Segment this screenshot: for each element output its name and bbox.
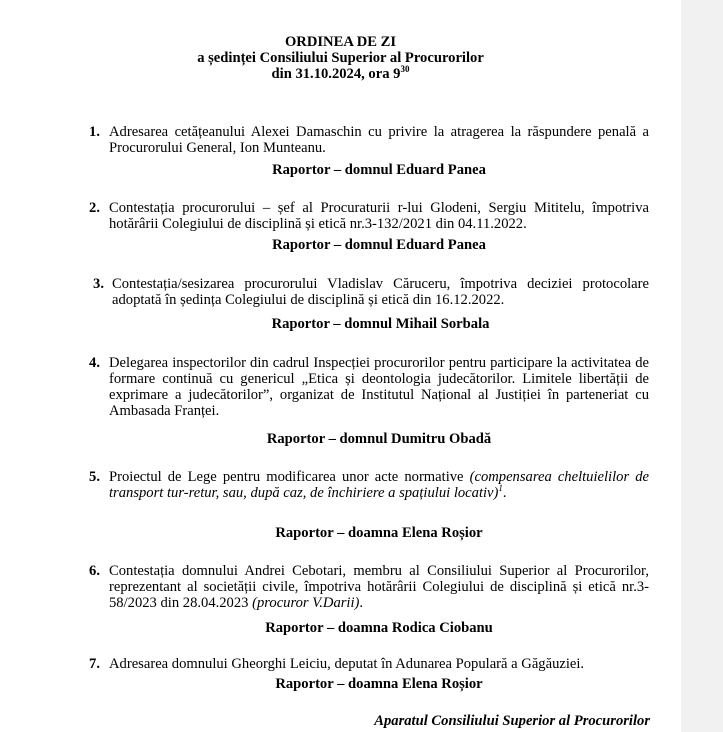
item-number: 3. xyxy=(93,276,104,292)
item-text: Contestația procurorului – șef al Procuraturii r-lui Glodeni, Sergiu Mititelu, împotriva hotărârii Colegiului de disciplină și etică nr.3-132/2021 din 04.11.2022. xyxy=(109,200,649,232)
item-reporter: Raportor – doamna Elena Roșior xyxy=(275,676,483,692)
document-signature: Aparatul Consiliului Superior al Procurorilor xyxy=(374,713,650,729)
item-number: 1. xyxy=(89,124,100,140)
page-title: ORDINEA DE ZI xyxy=(284,34,397,50)
item-text-italic: (procuror V.Darii) xyxy=(252,595,360,611)
item-text: Adresarea cetățeanului Alexei Damaschin cu privire la atragerea la răspundere penală a Procurorului General, Ion Munteanu. xyxy=(109,124,649,156)
meeting-time-minutes: 30 xyxy=(400,64,410,74)
item-text-main: Proiectul de Lege pentru modificarea unor acte normative xyxy=(109,469,470,485)
item-number: 2. xyxy=(89,200,100,216)
meeting-date-text: din 31.10.2024, ora 9 xyxy=(271,66,401,82)
item-text-tail: . xyxy=(359,595,364,611)
item-reporter: Raportor – domnul Eduard Panea xyxy=(272,162,486,178)
item-text-main: Contestația domnului Andrei Cebotari, membru al Consiliului Superior al Procurorilor, reprezentant al societății civile, împotriva hotărârii Colegiului de disciplină și etică nr.3-58/2023 din 28.04.2023 xyxy=(109,563,649,611)
item-text xyxy=(109,563,649,611)
item-text: Delegarea inspectorilor din cadrul Inspecției procurorilor pentru participare la activitatea de formare continuă cu genericul „Etica și deontologia judecătorilor. Limitele libertății de exprimare a judecătorilor”, organizat de Institutul Național al Justiției în parteneriat cu Ambasada Franței. xyxy=(109,355,649,419)
item-reporter: Raportor – domnul Dumitru Obadă xyxy=(266,431,492,447)
item-number: 6. xyxy=(89,563,100,579)
item-reporter: Raportor – doamna Elena Roșior xyxy=(275,525,483,541)
meeting-date xyxy=(0,66,681,82)
item-reporter: Raportor – domnul Eduard Panea xyxy=(272,237,486,253)
item-text-italic: (compensarea cheltuielilor de transport tur-retur, sau, după caz, de închiriere a spațiului locativ) xyxy=(109,469,649,501)
item-text: Adresarea domnului Gheorghi Leiciu, deputat în Adunarea Populară a Găgăuziei. xyxy=(109,656,585,672)
item-reporter: Raportor – doamna Rodica Ciobanu xyxy=(265,620,493,636)
item-text-tail: . xyxy=(502,485,507,501)
item-text: Contestația/sesizarea procurorului Vladislav Căruceru, împotriva deciziei protocolare adoptată în ședința Colegiului de disciplină și etică din 16.12.2022. xyxy=(112,276,649,308)
page-subtitle: a ședinței Consiliului Superior al Procurorilor xyxy=(197,50,484,66)
document-header xyxy=(0,34,681,82)
item-text xyxy=(109,469,649,501)
side-strip xyxy=(681,0,723,732)
footnote-marker: 1 xyxy=(498,483,503,493)
item-number: 5. xyxy=(89,469,100,485)
item-number: 4. xyxy=(89,355,100,371)
item-number: 7. xyxy=(89,656,100,672)
item-reporter: Raportor – domnul Mihail Sorbala xyxy=(271,316,490,332)
